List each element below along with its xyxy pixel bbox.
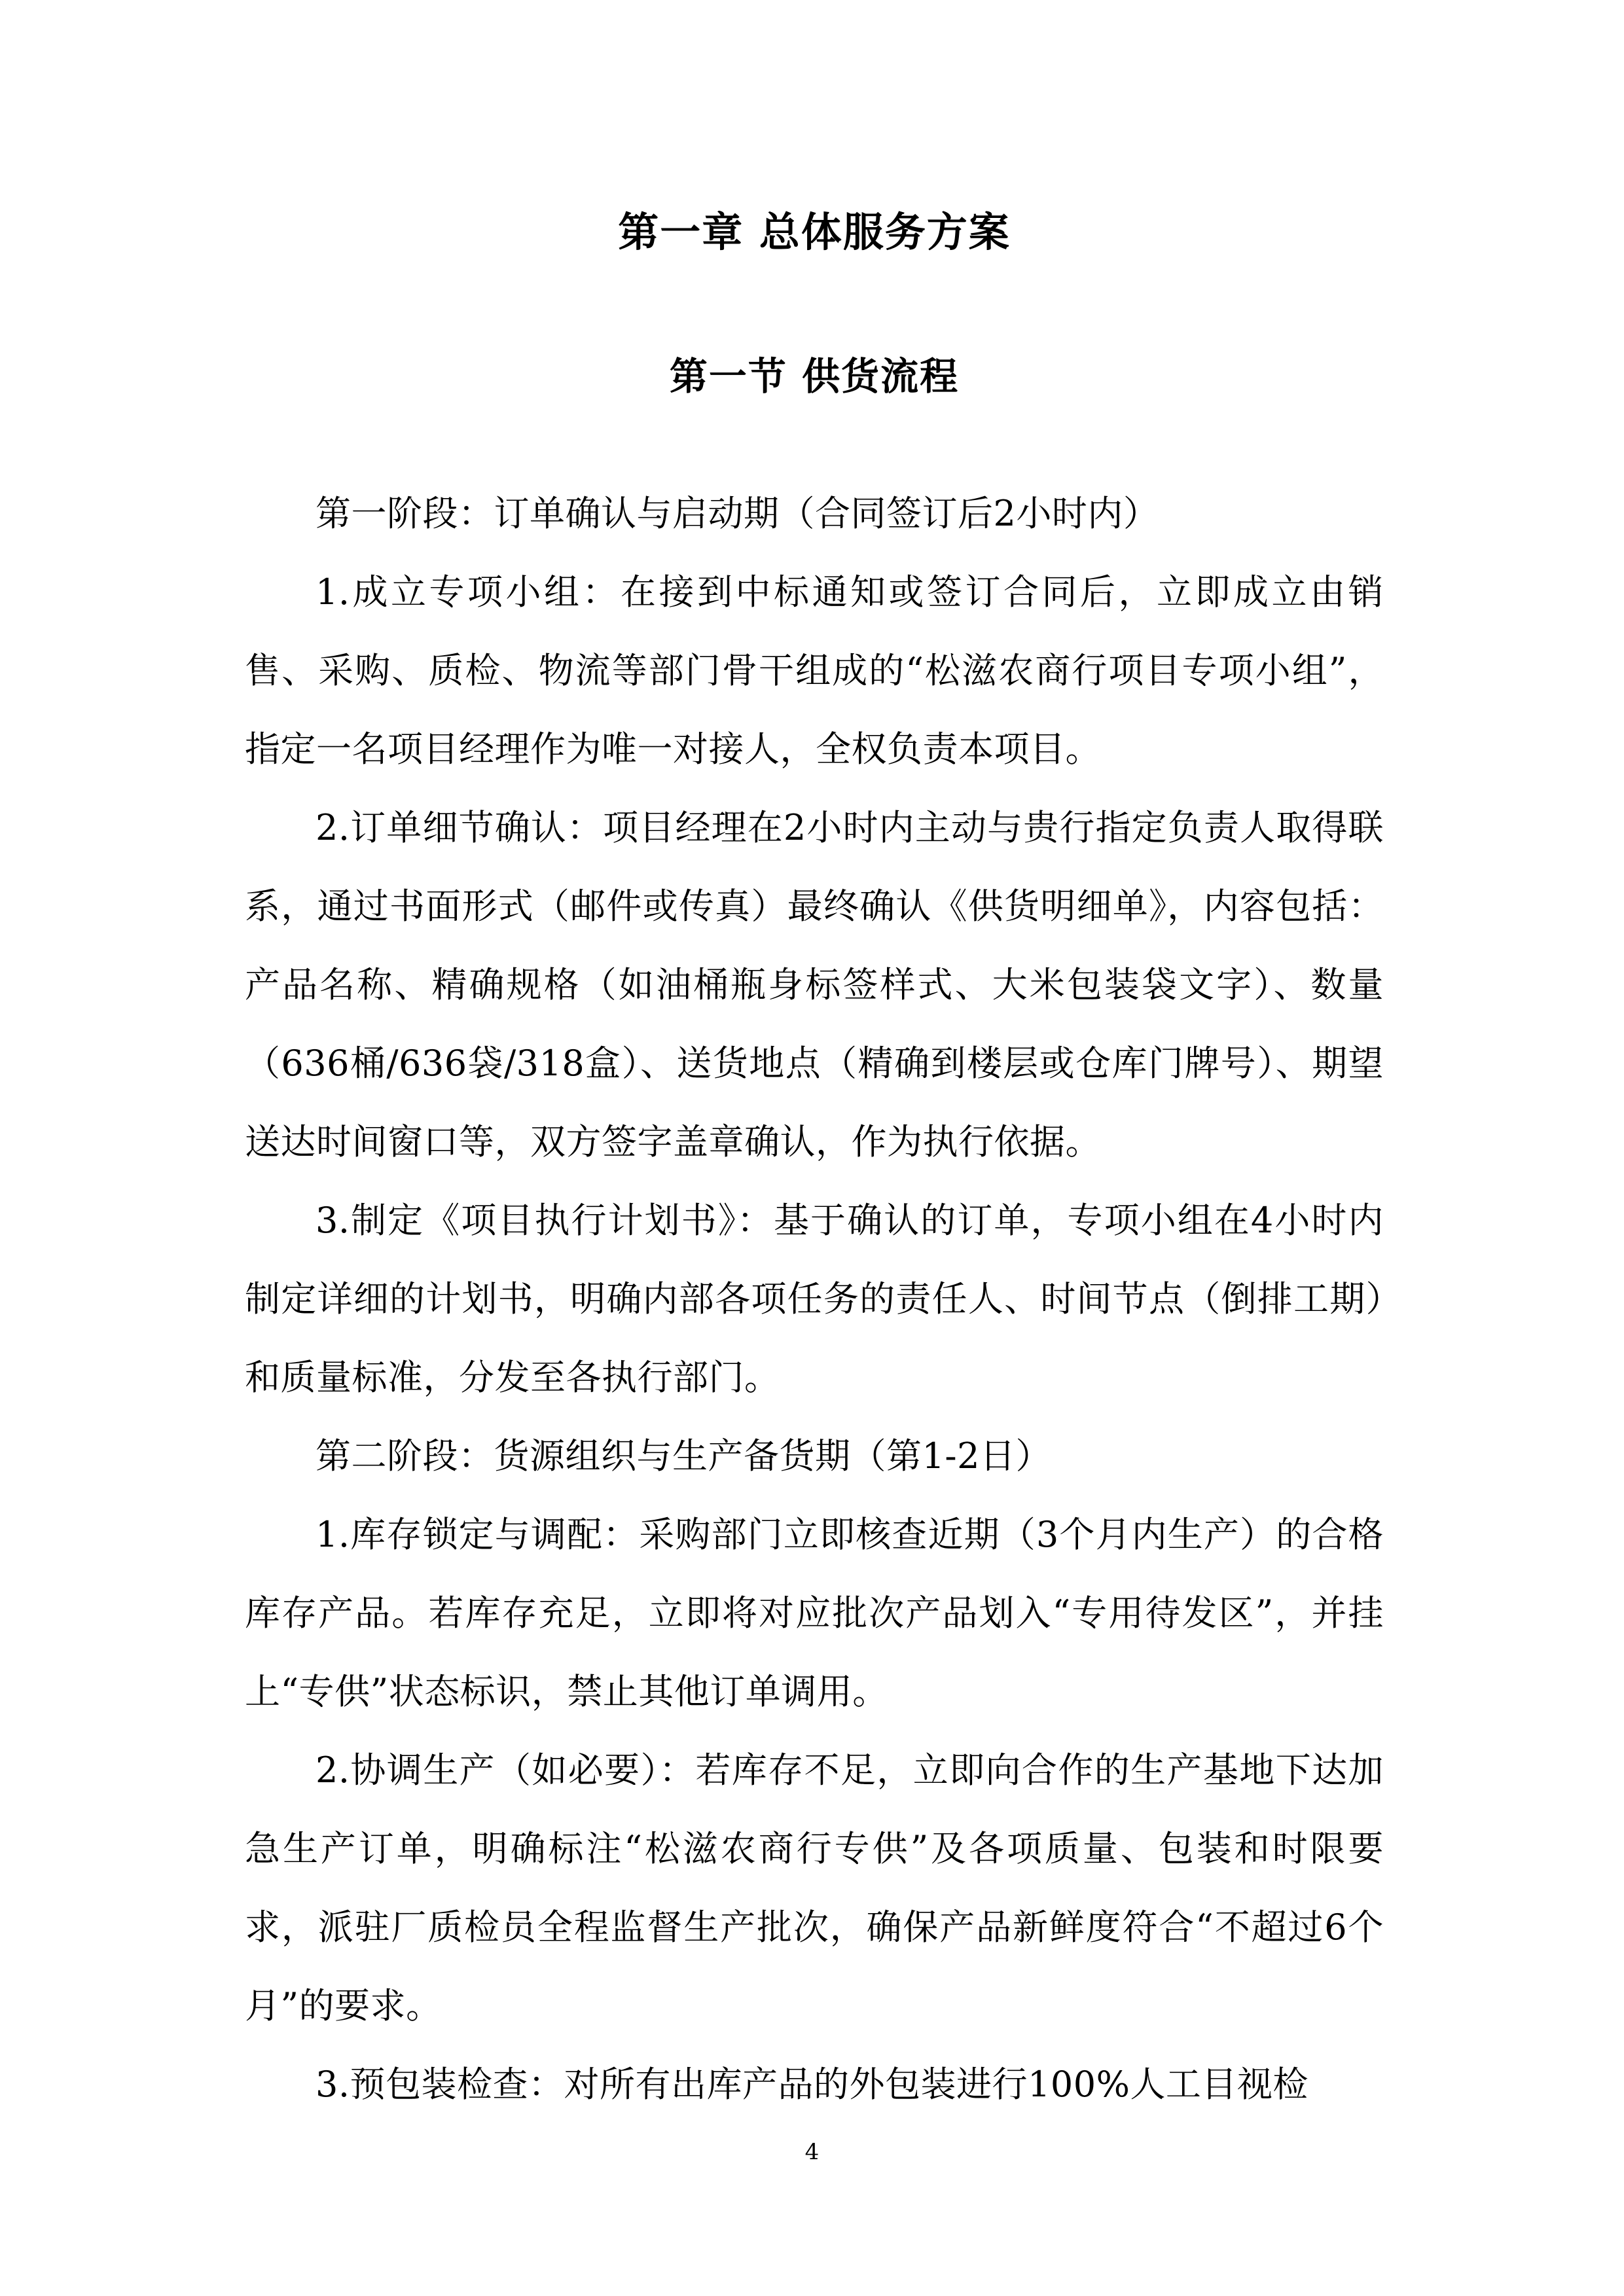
page-number: 4 xyxy=(804,2139,820,2165)
document-content xyxy=(245,196,1384,2124)
paragraph-coordinate-production: 2.协调生产（如必要）：若库存不足，立即向合作的生产基地下达加急生产订单，明确标注“松滋农商行专供”及各项质量、包装和时限要求，派驻厂质检员全程监督生产批次，确保产品新鲜度符合“不超过6个月”的要求。 xyxy=(245,1749,1384,2026)
stage-heading-2: 第二阶段：货源组织与生产备货期（第1-2日） xyxy=(316,1435,1051,1477)
document-body xyxy=(245,475,1384,2124)
chapter-title: 第一章 总体服务方案 xyxy=(618,208,1011,256)
stage-heading-1: 第一阶段：订单确认与启动期（合同签订后2小时内） xyxy=(316,493,1159,534)
paragraph-prepackage-check: 3.预包装检查：对所有出库产品的外包装进行100%人工目视检 xyxy=(316,2064,1308,2105)
paragraph-form-team: 1.成立专项小组：在接到中标通知或签订合同后，立即成立由销售、采购、质检、物流等部门骨干组成的“松滋农商行项目专项小组”，指定一名项目经理作为唯一对接人，全权负责本项目。 xyxy=(245,571,1384,770)
paragraph-inventory-lock: 1.库存锁定与调配：采购部门立即核查近期（3个月内生产）的合格库存产品。若库存充足，立即将对应批次产品划入“专用待发区”，并挂上“专供”状态标识，禁止其他订单调用。 xyxy=(245,1514,1384,1712)
section-title: 第一节 供货流程 xyxy=(669,354,960,399)
paragraph-execution-plan: 3.制定《项目执行计划书》：基于确认的订单，专项小组在4小时内制定详细的计划书，明确内部各项任务的责任人、时间节点（倒排工期）和质量标准，分发至各执行部门。 xyxy=(245,1200,1384,1398)
paragraph-order-confirm: 2.订单细节确认：项目经理在2小时内主动与贵行指定负责人取得联系，通过书面形式（邮件或传真）最终确认《供货明细单》，内容包括：产品名称、精确规格（如油桶瓶身标签样式、大米包装袋文字）、数量（636桶/636袋/318盒）、送货地点（精确到楼层或仓库门牌号）、期望送达时间窗口等，双方签字盖章确认，作为执行依据。 xyxy=(245,807,1384,1162)
